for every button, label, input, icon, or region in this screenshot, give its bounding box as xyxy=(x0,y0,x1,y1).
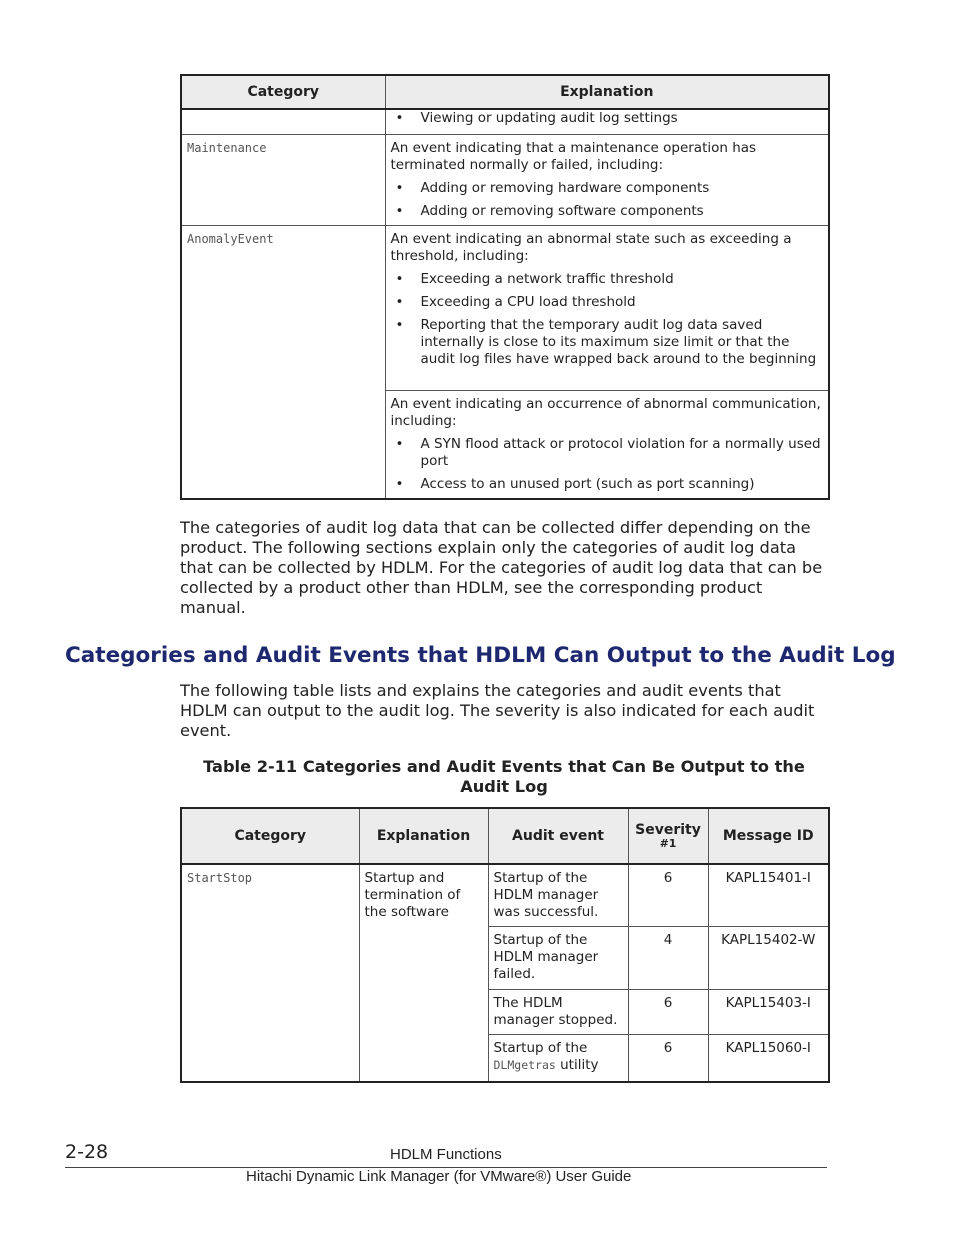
audit-events-table xyxy=(180,807,830,1083)
audit-event-cell: The HDLM manager stopped. xyxy=(488,990,628,1035)
table-row xyxy=(181,864,829,927)
column-header-message-id: Message ID xyxy=(708,808,829,864)
list-item: • Adding or removing software components xyxy=(391,203,824,220)
severity-footnote-ref: #1 xyxy=(659,837,677,850)
list-item: • Viewing or updating audit log settings xyxy=(391,110,824,127)
audit-event-text: utility xyxy=(560,1057,599,1073)
table-row xyxy=(181,109,829,134)
severity-label: Severity xyxy=(635,822,701,838)
list-item: • Exceeding a CPU load threshold xyxy=(391,294,824,311)
audit-event-cell: Startup of the HDLM manager failed. xyxy=(488,927,628,990)
explanation-text: An event indicating an abnormal state such as exceeding a threshold, including: xyxy=(390,230,792,264)
table-row xyxy=(181,225,829,390)
body-paragraph: The categories of audit log data that can be collected differ depending on the product. The following sections explain only the categories of audit log data that can be collected by HDLM. For the categories of audit log data that can be collected by a product other than HDLM, see the corresponding product manual. xyxy=(180,518,823,617)
table-cell xyxy=(385,225,829,390)
message-id-cell: KAPL15403-I xyxy=(708,990,829,1035)
explanation-text: An event indicating an occurrence of abnormal communication, including: xyxy=(390,395,821,429)
table-cell xyxy=(385,109,829,134)
category-cell: AnomalyEvent xyxy=(181,225,385,499)
audit-category-table-continued xyxy=(180,74,830,500)
list-item: • Adding or removing hardware components xyxy=(391,180,824,197)
column-header-category: Category xyxy=(181,75,385,109)
body-paragraph: The following table lists and explains the categories and audit events that HDLM can output to the audit log. The severity is also indicated for each audit event. xyxy=(180,681,815,740)
explanation-cell: Startup and termination of the software xyxy=(359,864,488,1082)
severity-cell: 6 xyxy=(628,864,708,927)
list-item: • Reporting that the temporary audit log data saved internally is close to its maximum size limit or that the audit log files have wrapped back around to the beginning xyxy=(391,317,824,368)
footer-guide-title: Hitachi Dynamic Link Manager (for VMware®) User Guide xyxy=(246,1168,632,1185)
section-heading: Categories and Audit Events that HDLM Can Output to the Audit Log xyxy=(65,643,896,668)
table-cell-empty xyxy=(181,109,385,134)
utility-name: DLMgetras xyxy=(493,1058,556,1072)
table-cell xyxy=(385,134,829,225)
list-item: • Exceeding a network traffic threshold xyxy=(391,271,824,288)
severity-cell: 4 xyxy=(628,927,708,990)
message-id-cell: KAPL15401-I xyxy=(708,864,829,927)
column-header-explanation: Explanation xyxy=(385,75,829,109)
table-cell xyxy=(385,390,829,499)
message-id-cell: KAPL15060-I xyxy=(708,1035,829,1082)
column-header-severity xyxy=(628,808,708,864)
severity-cell: 6 xyxy=(628,990,708,1035)
column-header-category: Category xyxy=(181,808,359,864)
audit-event-cell: Startup of the HDLM manager was successful. xyxy=(488,864,628,927)
table-row xyxy=(181,134,829,225)
column-header-audit-event: Audit event xyxy=(488,808,628,864)
footer-section-title: HDLM Functions xyxy=(390,1146,502,1163)
list-item: • A SYN flood attack or protocol violation for a normally used port xyxy=(391,436,824,470)
list-item: • Access to an unused port (such as port scanning) xyxy=(391,476,824,493)
audit-event-cell xyxy=(488,1035,628,1082)
category-cell: Maintenance xyxy=(181,134,385,225)
column-header-explanation: Explanation xyxy=(359,808,488,864)
table-header-row xyxy=(181,808,829,864)
table-header-row xyxy=(181,75,829,109)
page-number: 2-28 xyxy=(65,1141,109,1163)
explanation-text: An event indicating that a maintenance operation has terminated normally or failed, including: xyxy=(390,139,757,173)
severity-cell: 6 xyxy=(628,1035,708,1082)
audit-event-text: Startup of the xyxy=(493,1040,588,1056)
category-cell: StartStop xyxy=(181,864,359,1082)
table-caption: Table 2-11 Categories and Audit Events that Can Be Output to the Audit Log xyxy=(203,757,805,796)
message-id-cell: KAPL15402-W xyxy=(708,927,829,990)
